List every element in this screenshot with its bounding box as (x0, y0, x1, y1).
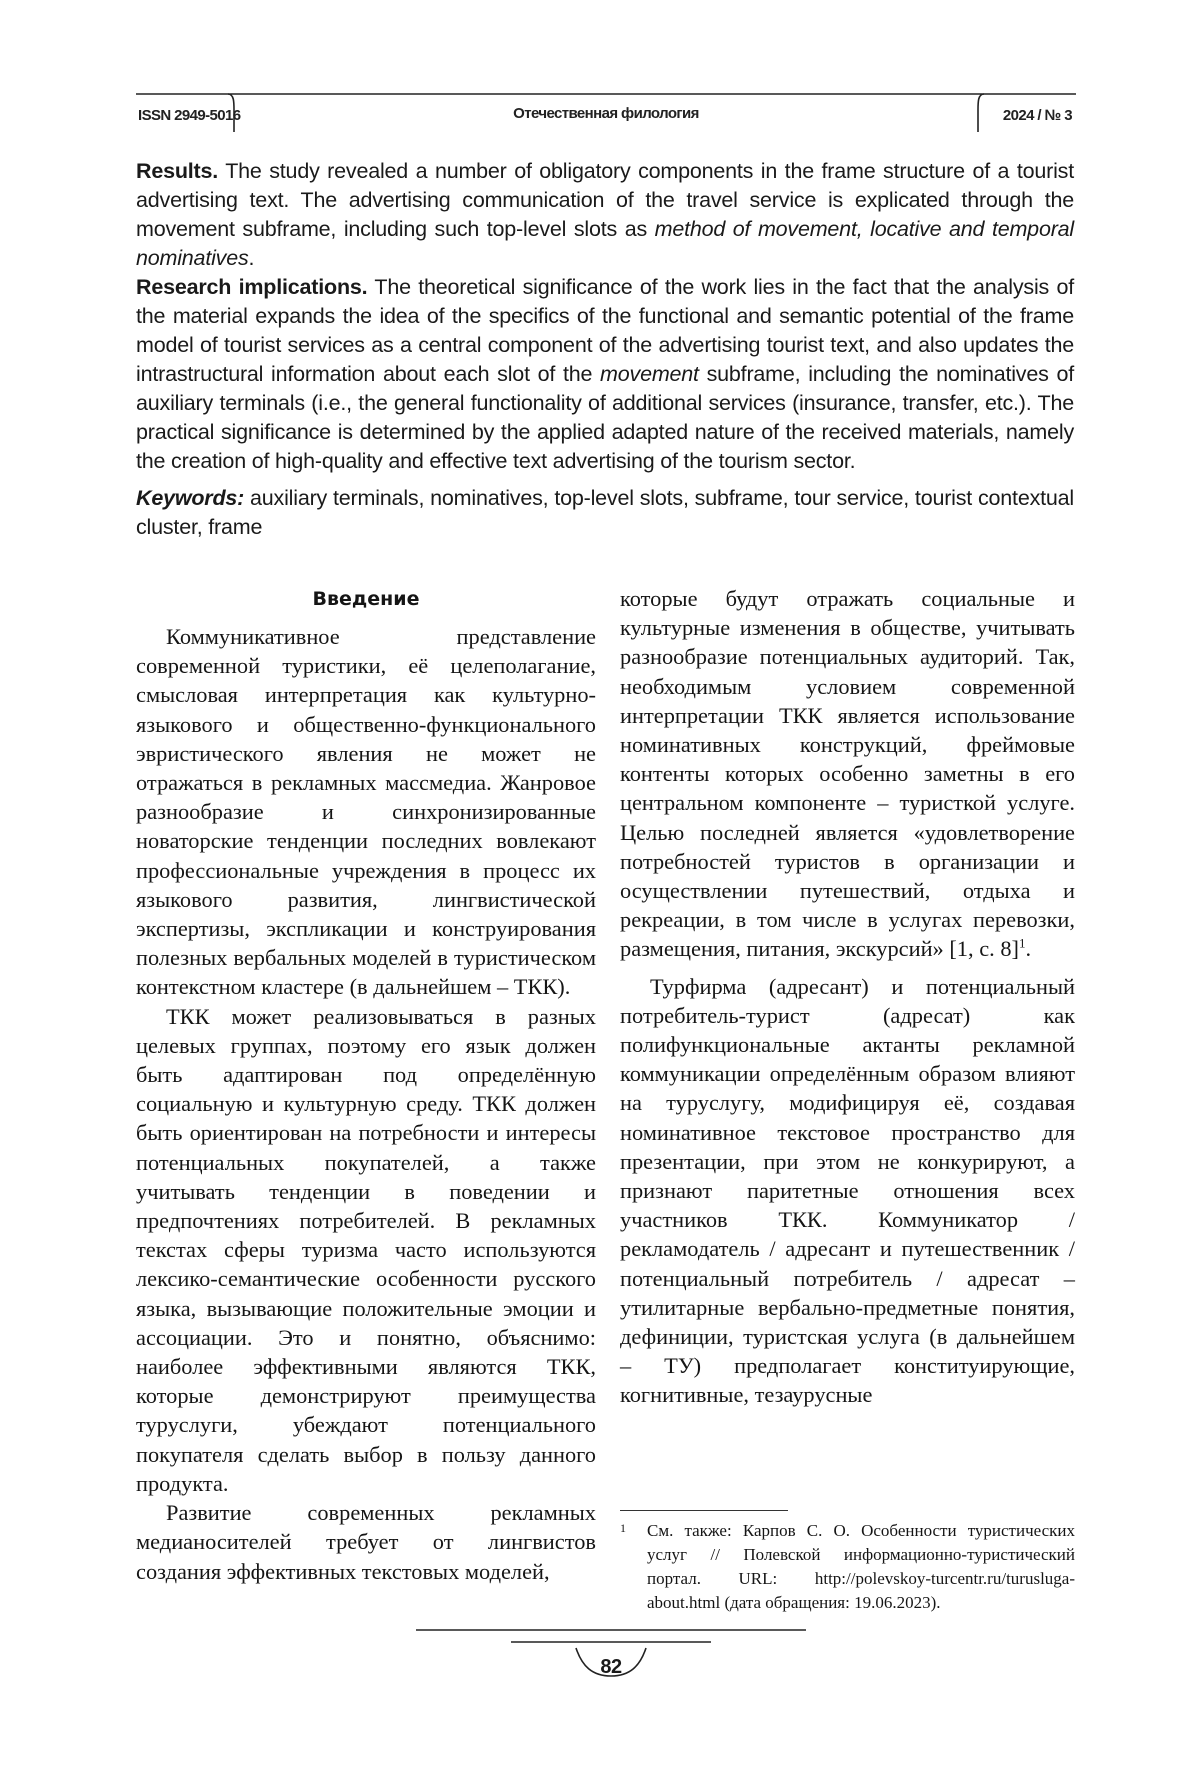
english-abstract (136, 157, 1074, 542)
implications-paragraph (136, 273, 1074, 476)
results-paragraph (136, 157, 1074, 273)
keywords-label: Keywords: (136, 486, 245, 510)
body-paragraph: Турфирма (адресант) и потенциальный потребитель-турист (адресат) как полифункциональные актанты рекламной коммуникации определённым образом влияют на туруслугу, модифицируя её, создавая номинативное текстовое пространство для презентации, при этом не конкурируют, а признают паритетные отношения всех участников ТКК. Коммуникатор / рекламодатель / адресант и путешественник / потенциальный потребитель / адресат – утилитарные вербально-предметные понятия, дефиниции, туристская услуга (в дальнейшем – ТУ) предполагает конституирующие, когнитивные, тезаурусные (620, 973, 1075, 1408)
page-footer (416, 1628, 806, 1698)
implications-label: Research implications. (136, 275, 368, 299)
body-paragraph: Развитие современных рекламных медианосителей требует от лингвистов создания эффективных текстовых моделей, (136, 1500, 596, 1584)
results-text-1: The study revealed a number of obligatory components in the frame structure of a tourist advertising text. The advertising communication of the travel service is explicated through the movement subframe, including such top-level slots as (136, 159, 1074, 241)
results-label: Results. (136, 159, 219, 183)
right-column (620, 584, 1075, 1410)
implications-italic: movement (600, 362, 699, 386)
results-text-2: . (248, 246, 255, 270)
body-paragraph: ТКК может реализовываться в разных целевых группах, поэтому его язык должен быть адаптирован под определённую социальную и культурную среду. ТКК должен быть ориентирован на потребности и интересы потенциальных покупателей, а также учитывать тенденции в поведении и предпочтениях потребителей. В рекламных текстах сферы туризма часто используются лексико-семантические особенности русского языка, вызывающие положительные эмоции и ассоциации. Это и понятно, объяснимо: наиболее эффективными являются ТКК, которые демонстрируют преимущества туруслуги, убеждают потенциального покупателя сделать выбор в пользу данного продукта. (136, 1003, 596, 1496)
body-paragraph (620, 584, 1075, 964)
footnote-mark: 1 (620, 1521, 626, 1535)
issue-number: 2024 / № 3 (1002, 107, 1072, 124)
implications-text-1: The theoretical significance of the work lies in the fact that the analysis of the material expands the idea of the specifics of the functional and semantic potential of the frame model of tourist services as a central component of the advertising tourist text, and also updates the intrastructural information about each slot of the (136, 275, 1074, 386)
footnote (620, 1519, 1075, 1615)
page-number: 82 (600, 1656, 622, 1678)
keywords-paragraph (136, 484, 1074, 542)
paragraph-end: . (1025, 936, 1032, 962)
journal-title: Отечественная филология (513, 105, 699, 122)
results-italic: method of movement, locative and temporal nominatives (136, 217, 1074, 270)
footnote-reference: 1 (1018, 935, 1026, 951)
paragraph-text: которые будут отражать социальные и культурные изменения в обществе, учитывать разнообразие потенциальных аудиторий. Так, необходимым условием современной интерпретации ТКК является использование номинативных конструкций, фреймовые контенты которых особенно заметны в его центральном компоненте – туристкой услуге. Целью последней является «удовлетворение потребностей туристов в организации и осуществлении путешествий, отдыха и рекреации, в том числе в услугах перевозки, размещения, питания, экскурсий» [1, с. 8] (620, 586, 1075, 962)
footnote-text: См. также: Карпов С. О. Особенности туристических услуг // Полевской информационно-туристический портал. URL: http://polevskoy-turcentr.ru/turusluga-about.html (дата обращения: 19.06.2023). (647, 1521, 1075, 1612)
footnote-divider (620, 1510, 788, 1511)
issn: ISSN 2949-5016 (138, 107, 241, 124)
keywords-text: auxiliary terminals, nominatives, top-level slots, subframe, tour service, tourist contextual cluster, frame (136, 486, 1074, 539)
running-header (136, 92, 1076, 140)
left-column (136, 584, 596, 1586)
section-title: Введение (312, 588, 420, 610)
body-paragraph: Коммуникативное представление современной туристики, её целеполагание, смысловая интерпретация как культурно-языкового и общественно-функционального эвристического явления не может не отражаться в рекламных массмедиа. Жанровое разнообразие и синхронизированные новаторские тенденции последних вовлекают профессиональные учреждения в процесс их языкового развития, лингвистической экспертизы, экспликации и конструирования полезных вербальных моделей в туристическом контекстном кластере (в дальнейшем – ТКК). (136, 624, 596, 1000)
implications-text-2: subframe, including the nominatives of auxiliary terminals (i.e., the general functionality of additional services (insurance, transfer, etc.). The practical significance is determined by the applied adapted nature of the received materials, namely the creation of high-quality and effective text advertising of the tourism sector. (136, 362, 1074, 473)
